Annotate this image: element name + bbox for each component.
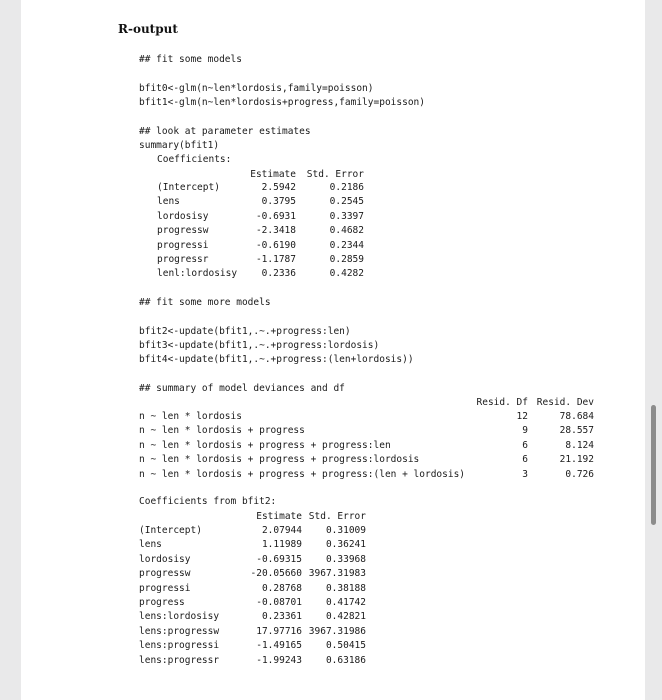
estimate-value: -0.6190 [255, 239, 296, 251]
table-row [139, 655, 367, 669]
std-error-value: 0.2545 [329, 196, 364, 208]
coefficient-term: lordosisy [157, 210, 209, 222]
std-error-value: 0.31009 [325, 525, 366, 536]
comment-parameter-estimates: ## look at parameter estimates [139, 126, 311, 137]
std-error-value: 0.33968 [325, 553, 366, 565]
column-header-resid-dev: Resid. Dev [536, 397, 594, 408]
estimate-value: 0.2336 [261, 268, 296, 280]
coefficient-table-bfit1 [157, 182, 367, 283]
coefficient-term: lens:progressw [139, 625, 220, 637]
resid-df-value: 12 [516, 411, 528, 422]
comment-deviances: ## summary of model deviances and df [139, 383, 345, 394]
table-row [139, 568, 367, 582]
table-row [139, 411, 595, 425]
coefficient-term: lens:lordosisy [139, 611, 220, 623]
table-row [139, 539, 367, 553]
std-error-value: 0.38188 [325, 582, 366, 594]
column-header-estimate: Estimate [250, 169, 296, 180]
estimate-value: 0.3795 [261, 196, 296, 208]
estimate-value: -2.3418 [255, 225, 296, 237]
estimate-value: 17.97716 [256, 625, 302, 637]
comment-fit-more-models: ## fit some more models [139, 297, 271, 308]
model-formula: n ~ len * lordosis + progress + progress:len [139, 439, 391, 451]
estimate-value: 2.07944 [261, 525, 302, 536]
std-error-value: 0.42821 [325, 611, 366, 623]
model-formula: n ~ len * lordosis + progress + progress:(len + lordosis) [139, 468, 466, 480]
resid-dev-value: 0.726 [565, 468, 594, 480]
table-row [157, 196, 367, 210]
code-line: bfit3<-update(bfit1,.~.+progress:lordosis) [139, 340, 380, 351]
resid-dev-value: 78.684 [559, 411, 594, 422]
section-heading: R-output [118, 22, 178, 36]
std-error-value: 3967.31986 [308, 625, 366, 637]
table-row [139, 440, 595, 454]
table-row [139, 425, 595, 439]
std-error-value: 0.50415 [325, 640, 366, 652]
coefficient-table-bfit2 [139, 525, 367, 669]
table-row [157, 240, 367, 254]
std-error-value: 3967.31983 [308, 568, 366, 580]
std-error-value: 0.63186 [325, 654, 366, 666]
coefficient-term: lens:progressr [139, 654, 220, 666]
code-line: summary(bfit1) [139, 140, 220, 151]
resid-df-value: 9 [522, 425, 528, 437]
resid-df-value: 6 [522, 454, 528, 466]
coefficient-term: lens:progressi [139, 640, 220, 652]
column-header-resid-df: Resid. Df [476, 397, 528, 408]
std-error-value: 0.2344 [329, 239, 364, 251]
estimate-value: 2.5942 [261, 182, 296, 193]
table-row [157, 182, 367, 196]
coefficient-term: lens [139, 539, 162, 551]
viewer-left-margin [0, 0, 21, 700]
table-row [139, 640, 367, 654]
coefficient-term: lens [157, 196, 180, 208]
resid-df-value: 6 [522, 439, 528, 451]
estimate-value: -1.1787 [255, 253, 296, 265]
coefficients-bfit2-label: Coefficients from bfit2: [139, 496, 277, 507]
table-row [157, 268, 367, 282]
std-error-value: 0.2186 [329, 182, 364, 193]
code-line: bfit1<-glm(n~len*lordosis+progress,family=poisson) [139, 97, 425, 108]
coefficients-label: Coefficients: [157, 154, 232, 165]
estimate-value: -1.99243 [256, 654, 302, 666]
estimate-value: -20.05660 [250, 568, 302, 580]
std-error-value: 0.4682 [329, 225, 364, 237]
table-row [139, 469, 595, 483]
model-formula: n ~ len * lordosis [139, 411, 242, 422]
column-header-estimate: Estimate [256, 511, 302, 522]
coefficient-term: progressi [157, 239, 209, 251]
code-line: bfit0<-glm(n~len*lordosis,family=poisson) [139, 83, 374, 94]
std-error-value: 0.2859 [329, 253, 364, 265]
table-row [139, 454, 595, 468]
coefficient-term: progress [139, 596, 185, 608]
vertical-scrollbar[interactable] [651, 405, 656, 525]
coefficient-term: progressw [139, 568, 191, 580]
estimate-value: 0.23361 [261, 611, 302, 623]
resid-dev-value: 28.557 [559, 425, 594, 437]
resid-df-value: 3 [522, 468, 528, 480]
estimate-value: -0.08701 [256, 596, 302, 608]
code-line: bfit4<-update(bfit1,.~.+progress:(len+lordosis)) [139, 354, 414, 365]
column-header-std-error: Std. Error [306, 169, 364, 180]
deviance-table [139, 411, 595, 483]
table-row [139, 554, 367, 568]
std-error-value: 0.3397 [329, 210, 364, 222]
estimate-value: -0.69315 [256, 553, 302, 565]
code-line: bfit2<-update(bfit1,.~.+progress:len) [139, 326, 351, 337]
estimate-value: -1.49165 [256, 640, 302, 652]
comment-fit-models: ## fit some models [139, 54, 242, 65]
column-header-std-error: Std. Error [308, 511, 366, 522]
estimate-value: 1.11989 [261, 539, 302, 551]
table-row [139, 525, 367, 539]
coefficient-term: (Intercept) [139, 525, 202, 536]
coefficient-term: (Intercept) [157, 182, 220, 193]
table-row [139, 626, 367, 640]
model-formula: n ~ len * lordosis + progress + progress:lordosis [139, 454, 420, 466]
table-row [139, 583, 367, 597]
std-error-value: 0.4282 [329, 268, 364, 280]
table-row [139, 597, 367, 611]
table-row [157, 211, 367, 225]
coefficient-term: progressi [139, 582, 191, 594]
estimate-value: -0.6931 [255, 210, 296, 222]
estimate-value: 0.28768 [261, 582, 302, 594]
table-row [139, 611, 367, 625]
table-row [157, 225, 367, 239]
model-formula: n ~ len * lordosis + progress [139, 425, 305, 437]
coefficient-term: progressw [157, 225, 209, 237]
coefficient-term: lenl:lordosisy [157, 268, 238, 280]
coefficient-term: progressr [157, 253, 209, 265]
viewer-right-margin [645, 0, 662, 700]
coefficient-term: lordosisy [139, 553, 191, 565]
resid-dev-value: 8.124 [565, 439, 594, 451]
std-error-value: 0.36241 [325, 539, 366, 551]
table-row [157, 254, 367, 268]
resid-dev-value: 21.192 [559, 454, 594, 466]
std-error-value: 0.41742 [325, 596, 366, 608]
